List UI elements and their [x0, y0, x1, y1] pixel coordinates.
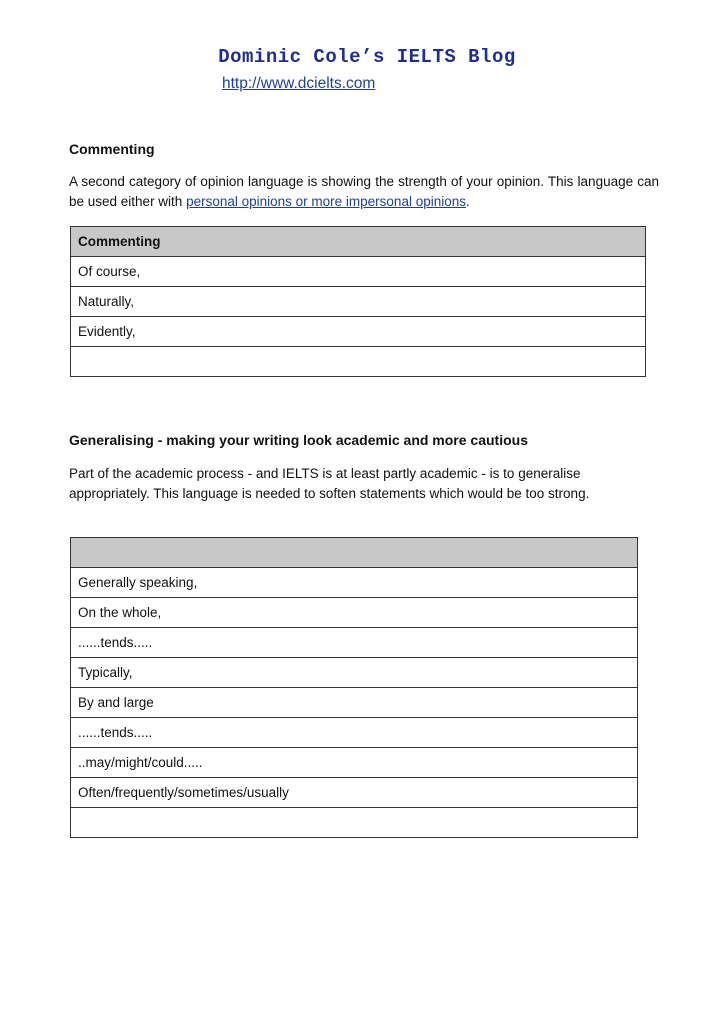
- commenting-paragraph-end: .: [466, 194, 470, 209]
- table-row: Typically,: [71, 658, 638, 688]
- table-row: ......tends.....: [71, 628, 638, 658]
- generalising-table: [70, 537, 638, 838]
- table-row: Of course,: [71, 257, 646, 287]
- blog-url-link[interactable]: http://www.dcielts.com: [222, 75, 376, 92]
- table-row: Naturally,: [71, 287, 646, 317]
- table-row: ......tends.....: [71, 718, 638, 748]
- table-row: Often/frequently/sometimes/usually: [71, 778, 638, 808]
- commenting-table: [70, 226, 646, 377]
- table-row: [71, 808, 638, 838]
- commenting-paragraph: [69, 172, 659, 212]
- generalising-paragraph: Part of the academic process - and IELTS is at least partly academic - is to generalise appropriately. This language is needed to soften statements which would be too strong.: [69, 466, 590, 501]
- section-heading-generalising: Generalising - making your writing look academic and more cautious: [69, 432, 528, 448]
- blog-title: Dominic Cole’s IELTS Blog: [218, 46, 516, 68]
- opinions-link[interactable]: personal opinions or more impersonal opinions: [186, 194, 466, 209]
- table-header-cell: Commenting: [71, 227, 646, 257]
- table-row: By and large: [71, 688, 638, 718]
- table-row: ..may/might/could.....: [71, 748, 638, 778]
- table-row: [71, 347, 646, 377]
- table-row: Generally speaking,: [71, 568, 638, 598]
- section-heading-commenting: Commenting: [69, 141, 155, 157]
- table-header-cell: [71, 538, 638, 568]
- table-row: On the whole,: [71, 598, 638, 628]
- commenting-paragraph-text: A second category of opinion language is showing the strength of your opinion. This language can be used either with: [69, 174, 659, 209]
- table-row: Evidently,: [71, 317, 646, 347]
